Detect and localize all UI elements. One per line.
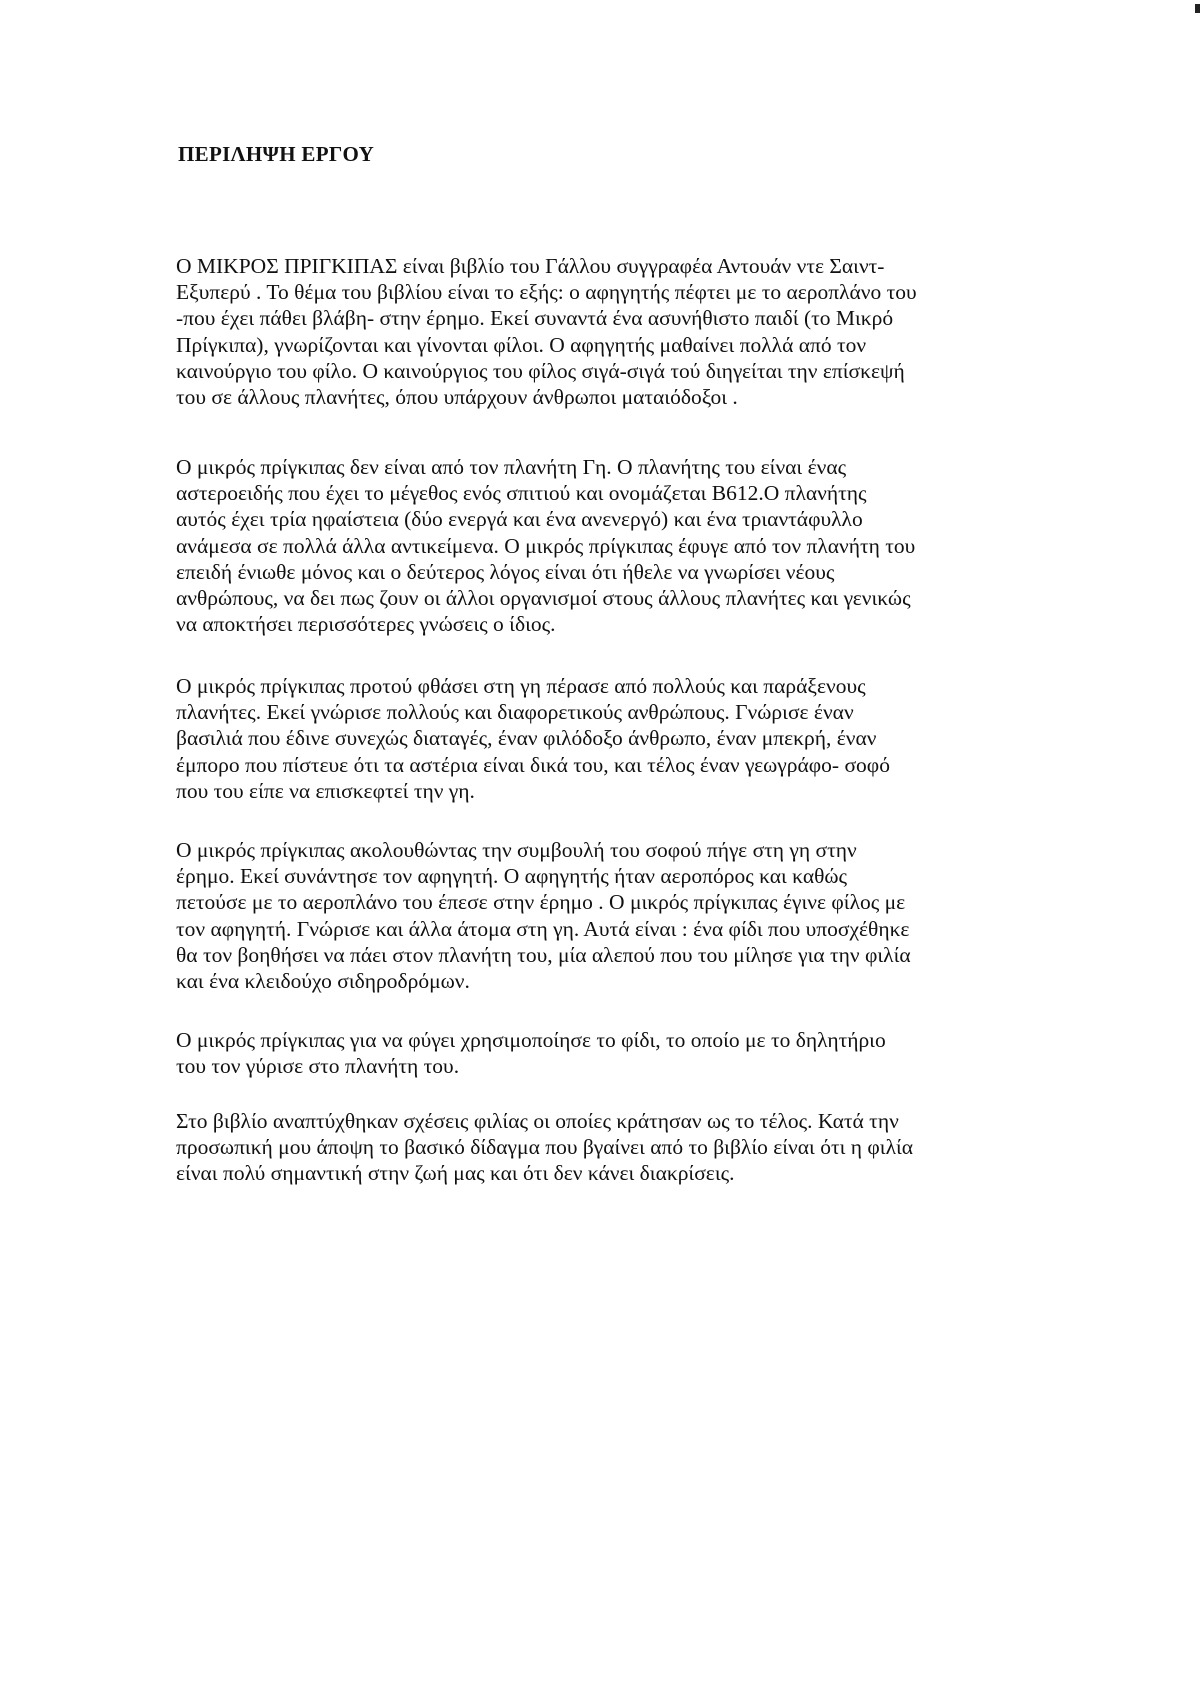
text-line: έμπορο που πίστευε ότι τα αστέρια είναι δικά του, και τέλος έναν γεωγράφο- σοφό (176, 752, 890, 777)
text-line: του τον γύρισε στο πλανήτη του. (176, 1054, 460, 1079)
text-line: Εξυπερύ . Το θέμα του βιβλίου είναι το εξής: ο αφηγητής πέφτει με το αεροπλάνο του (176, 280, 917, 305)
text-line: και ένα κλειδούχο σιδηροδρόμων. (176, 969, 470, 994)
text-line: Ο ΜΙΚΡΟΣ ΠΡΙΓΚΙΠΑΣ είναι βιβλίο του Γάλλου συγγραφέα Αντουάν ντε Σαιντ- (176, 254, 885, 278)
paragraph-2 (176, 454, 915, 637)
paragraph-3 (176, 673, 890, 804)
text-line: έρημο. Εκεί συνάντησε τον αφηγητή. Ο αφηγητής ήταν αεροπόρος και καθώς (176, 864, 848, 889)
text-line: Ο μικρός πρίγκιπας ακολουθώντας την συμβουλή του σοφού πήγε στη γη στην (176, 838, 857, 862)
text-line: -που έχει πάθει βλάβη- στην έρημο. Εκεί συναντά ένα ασυνήθιστο παιδί (το Μικρό (176, 306, 894, 331)
text-line: Ο μικρός πρίγκιπας για να φύγει χρησιμοποίησε το φίδι, το οποίο με το δηλητήριο (176, 1028, 886, 1052)
text-line: αυτός έχει τρία ηφαίστεια (δύο ενεργά και ένα ανενεργό) και ένα τριαντάφυλλο (176, 507, 863, 532)
text-line: ανάμεσα σε πολλά άλλα αντικείμενα. Ο μικρός πρίγκιπας έφυγε από τον πλανήτη του (176, 533, 916, 558)
text-line: θα τον βοηθήσει να πάει στον πλανήτη του, μία αλεπού που του μίλησε για την φιλία (176, 942, 911, 967)
text-line: αστεροειδής που έχει το μέγεθος ενός σπιτιού και ονομάζεται Β612.Ο πλανήτης (176, 481, 867, 506)
text-line: πετούσε με το αεροπλάνο του έπεσε στην έρημο . Ο μικρός πρίγκιπας έγινε φίλος με (176, 890, 906, 915)
text-line: που του είπε να επισκεφτεί την γη. (176, 778, 475, 803)
text-line: καινούργιο του φίλο. Ο καινούργιος του φίλος σιγά-σιγά τού διηγείται την επίσκεψή (176, 358, 905, 383)
text-line: βασιλιά που έδινε συνεχώς διαταγές, έναν φιλόδοξο άνθρωπο, έναν μπεκρή, έναν (176, 726, 877, 751)
text-line: Πρίγκιπα), γνωρίζονται και γίνονται φίλοι. Ο αφηγητής μαθαίνει πολλά από τον (176, 332, 867, 357)
text-line: του σε άλλους πλανήτες, όπου υπάρχουν άνθρωποι ματαιόδοξοι . (176, 385, 738, 410)
paragraph-1 (176, 253, 917, 410)
text-line: προσωπική μου άποψη το βασικό δίδαγμα που βγαίνει από το βιβλίο είναι ότι η φιλία (176, 1135, 914, 1160)
text-line: πλανήτες. Εκεί γνώρισε πολλούς και διαφορετικούς ανθρώπους. Γνώρισε έναν (176, 700, 854, 725)
scan-mark (1195, 4, 1200, 13)
paragraph-4 (176, 837, 911, 994)
document-title: ΠΕΡΙΛΗΨΗ ΕΡΓΟΥ (178, 142, 375, 166)
text-line: τον αφηγητή. Γνώρισε και άλλα άτομα στη γη. Αυτά είναι : ένα φίδι που υποσχέθηκε (176, 916, 910, 941)
paragraph-5 (176, 1027, 886, 1079)
text-line: Ο μικρός πρίγκιπας δεν είναι από τον πλανήτη Γη. Ο πλανήτης του είναι ένας (176, 455, 847, 479)
text-line: Στο βιβλίο αναπτύχθηκαν σχέσεις φιλίας οι οποίες κράτησαν ως το τέλος. Κατά την (176, 1109, 899, 1133)
text-line: επειδή ένιωθε μόνος και ο δεύτερος λόγος είναι ότι ήθελε να γνωρίσει νέους (176, 559, 835, 584)
text-line: Ο μικρός πρίγκιπας προτού φθάσει στη γη πέρασε από πολλούς και παράξενους (176, 674, 866, 698)
text-line: ανθρώπους, να δει πως ζουν οι άλλοι οργανισμοί στους άλλους πλανήτες και γενικώς (176, 586, 911, 611)
text-line: είναι πολύ σημαντική στην ζωή μας και ότι δεν κάνει διακρίσεις. (176, 1161, 735, 1186)
paragraph-6 (176, 1108, 913, 1187)
text-line: να αποκτήσει περισσότερες γνώσεις ο ίδιος. (176, 612, 556, 637)
